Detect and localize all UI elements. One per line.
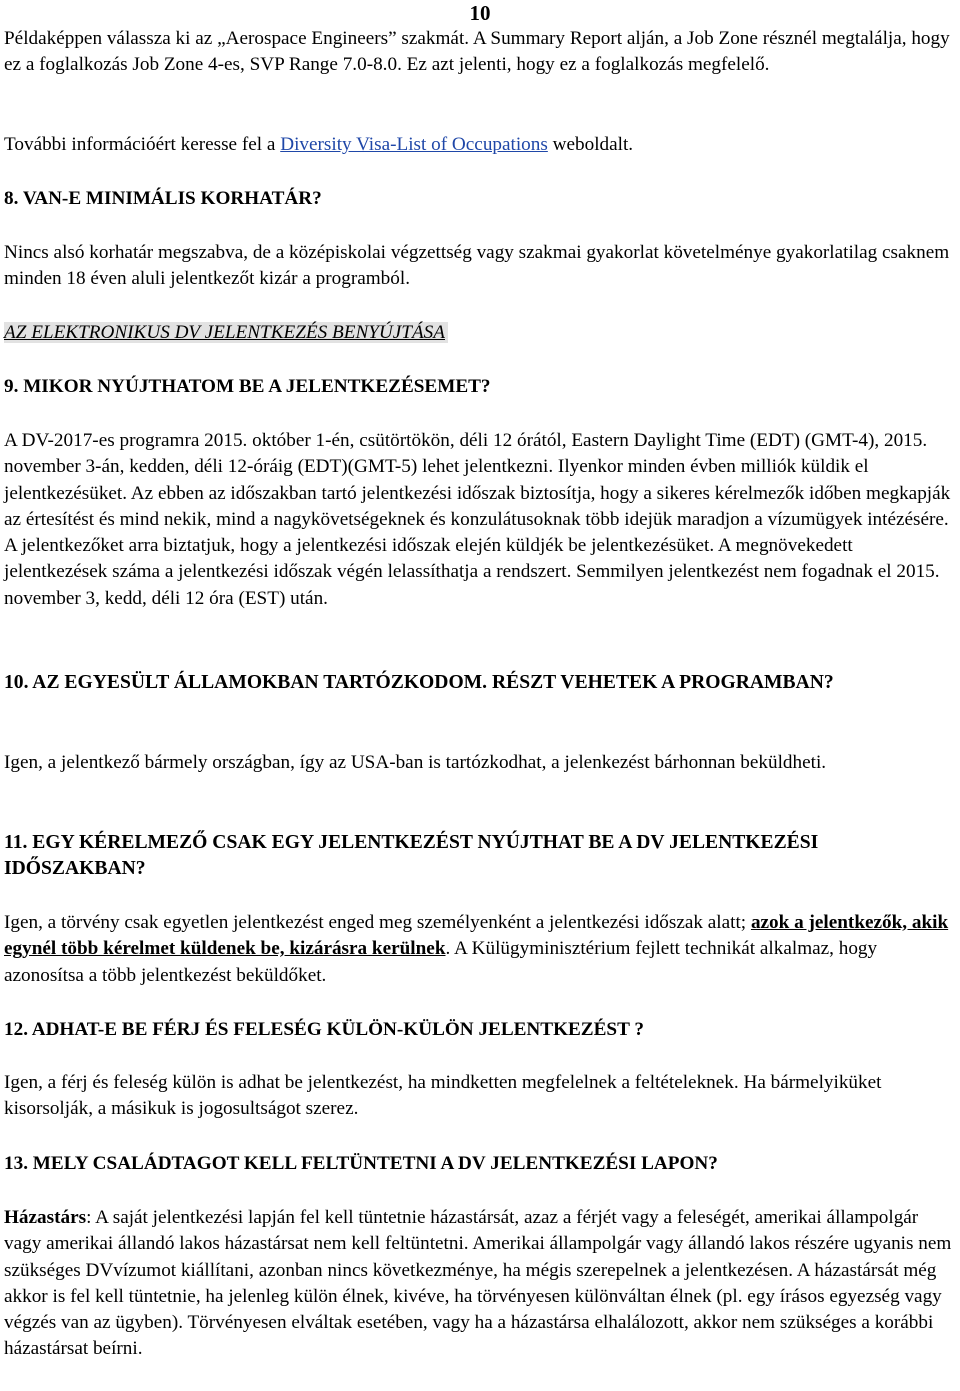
heading-8: 8. VAN-E MINIMÁLIS KORHATÁR? — [4, 188, 322, 209]
more-info-text: További információért keresse fel a — [4, 134, 281, 155]
diversity-visa-occupations-link[interactable]: Diversity Visa-List of Occupations — [280, 134, 548, 155]
paragraph-10: Igen, a jelentkező bármely országban, így az USA-ban is tartózkodhat, a jelenkezést bárhonnan beküldheti. — [4, 752, 827, 773]
paragraph-8: Nincs alsó korhatár megszabva, de a középiskolai végzettség vagy szakmai gyakorlat követelménye gyakorlatilag csaknem minden 18 éven aluli jelentkezőt kizár a programból. — [4, 242, 950, 290]
section-title — [4, 320, 960, 346]
heading-12: 12. ADHAT-E BE FÉRJ ÉS FELESÉG KÜLÖN-KÜLÖN JELENTKEZÉST ? — [4, 1019, 644, 1040]
paragraph-11-text-end: . A Külügyminisztérium fejlett technikát alkalmaz, hogy azonosítsa a több jelentkezést beküldőket. — [4, 938, 878, 986]
exclusion-warning: azok a jelentkezők, akik egynél több kérelmet küldenek be, kizárásra kerülnek — [4, 912, 949, 960]
paragraph-11 — [4, 910, 960, 989]
more-info-text-end: weboldalt. — [547, 134, 634, 155]
heading-13: 13. MELY CSALÁDTAGOT KELL FELTÜNTETNI A DV JELENTKEZÉSI LAPON? — [4, 1153, 718, 1174]
section-title-text: AZ ELEKTRONIKUS DV JELENTKEZÉS BENYÚJTÁSA — [4, 322, 448, 343]
paragraph-more-info — [4, 132, 960, 158]
paragraph-11-text: Igen, a törvény csak egyetlen jelentkezést enged meg személyenként a jelentkezési időszak alatt; — [4, 912, 751, 933]
paragraph-9: A DV-2017-es programra 2015. október 1-én, csütörtökön, déli 12 órától, Eastern Daylight Time (EDT) (GMT-4), 2015. november 3-án, kedden, déli 12-óráig (EDT)(GMT-5) lehet jelentkezni. Ilyenkor minden évben milliók küldik el jelentkezésüket. Az ebben az időszakban tartó jelentkezési időszak biztosítja, hogy a sikeres kérelmezők időben megkapják az értesítést és mind nekik, mind a nagykövetségeknek és konzulátusoknak több idejük maradjon a vízumügyek intézésére. A jelentkezőket arra biztatjuk, hogy a jelentkezési időszak elején küldjék be jelentkezésüket. A megnövekedett jelentkezések száma a jelentkezési időszak végén lelassíthatja a rendszert. Semmilyen jelentkezést nem fogadnak el 2015. november 3, kedd, déli 12 óra (EST) után. — [4, 430, 951, 609]
paragraph-13-text: : A saját jelentkezési lapján fel kell tüntetnie házastársát, azaz a férjét vagy a feleségét, amerikai állampolgár vagy amerikai állandó lakos házastársat nem kell feltüntetni. Amerikai állampolgár vagy állandó lakos részére ugyanis nem szükséges DVvízumot kiállítani, azonban nincs következménye, ha mégis szerepelnek a jelentkezésen. A házastársát még akkor is fel kell tüntetnie, ha jelenleg külön élnek, kivéve, ha törvényesen különváltan élnek (pl. egy írásos egyezség vagy végzés van az ügyben). Törvényesen elváltak esetében, vagy ha a házastársa elhalálozott, akkor nem szükséges a korábbi házastársat beírni. — [4, 1207, 952, 1360]
heading-10: 10. AZ EGYESÜLT ÁLLAMOKBAN TARTÓZKODOM. RÉSZT VEHETEK A PROGRAMBAN? — [4, 672, 834, 693]
spouse-label: Házastárs — [4, 1207, 87, 1228]
heading-9: 9. MIKOR NYÚJTHATOM BE A JELENTKEZÉSEMET? — [4, 376, 491, 397]
paragraph-13 — [4, 1205, 960, 1363]
paragraph-aerospace-example: Példaképpen válassza ki az „Aerospace Engineers” szakmát. A Summary Report alján, a Job Zone résznél megtalálja, hogy ez a foglalkozás Job Zone 4-es, SVP Range 7.0-8.0. Ez azt jelenti, hogy ez a foglalkozás megfelelő. — [4, 28, 950, 76]
heading-11: 11. EGY KÉRELMEZŐ CSAK EGY JELENTKEZÉST NYÚJTHAT BE A DV JELENTKEZÉSI IDŐSZAKBAN? — [4, 832, 819, 880]
paragraph-12: Igen, a férj és feleség külön is adhat be jelentkezést, ha mindketten megfelelnek a feltételeknek. Ha bármelyiküket kisorsolják, a másikuk is jogosultságot szerez. — [4, 1072, 882, 1120]
page-number: 10 — [469, 1, 491, 25]
